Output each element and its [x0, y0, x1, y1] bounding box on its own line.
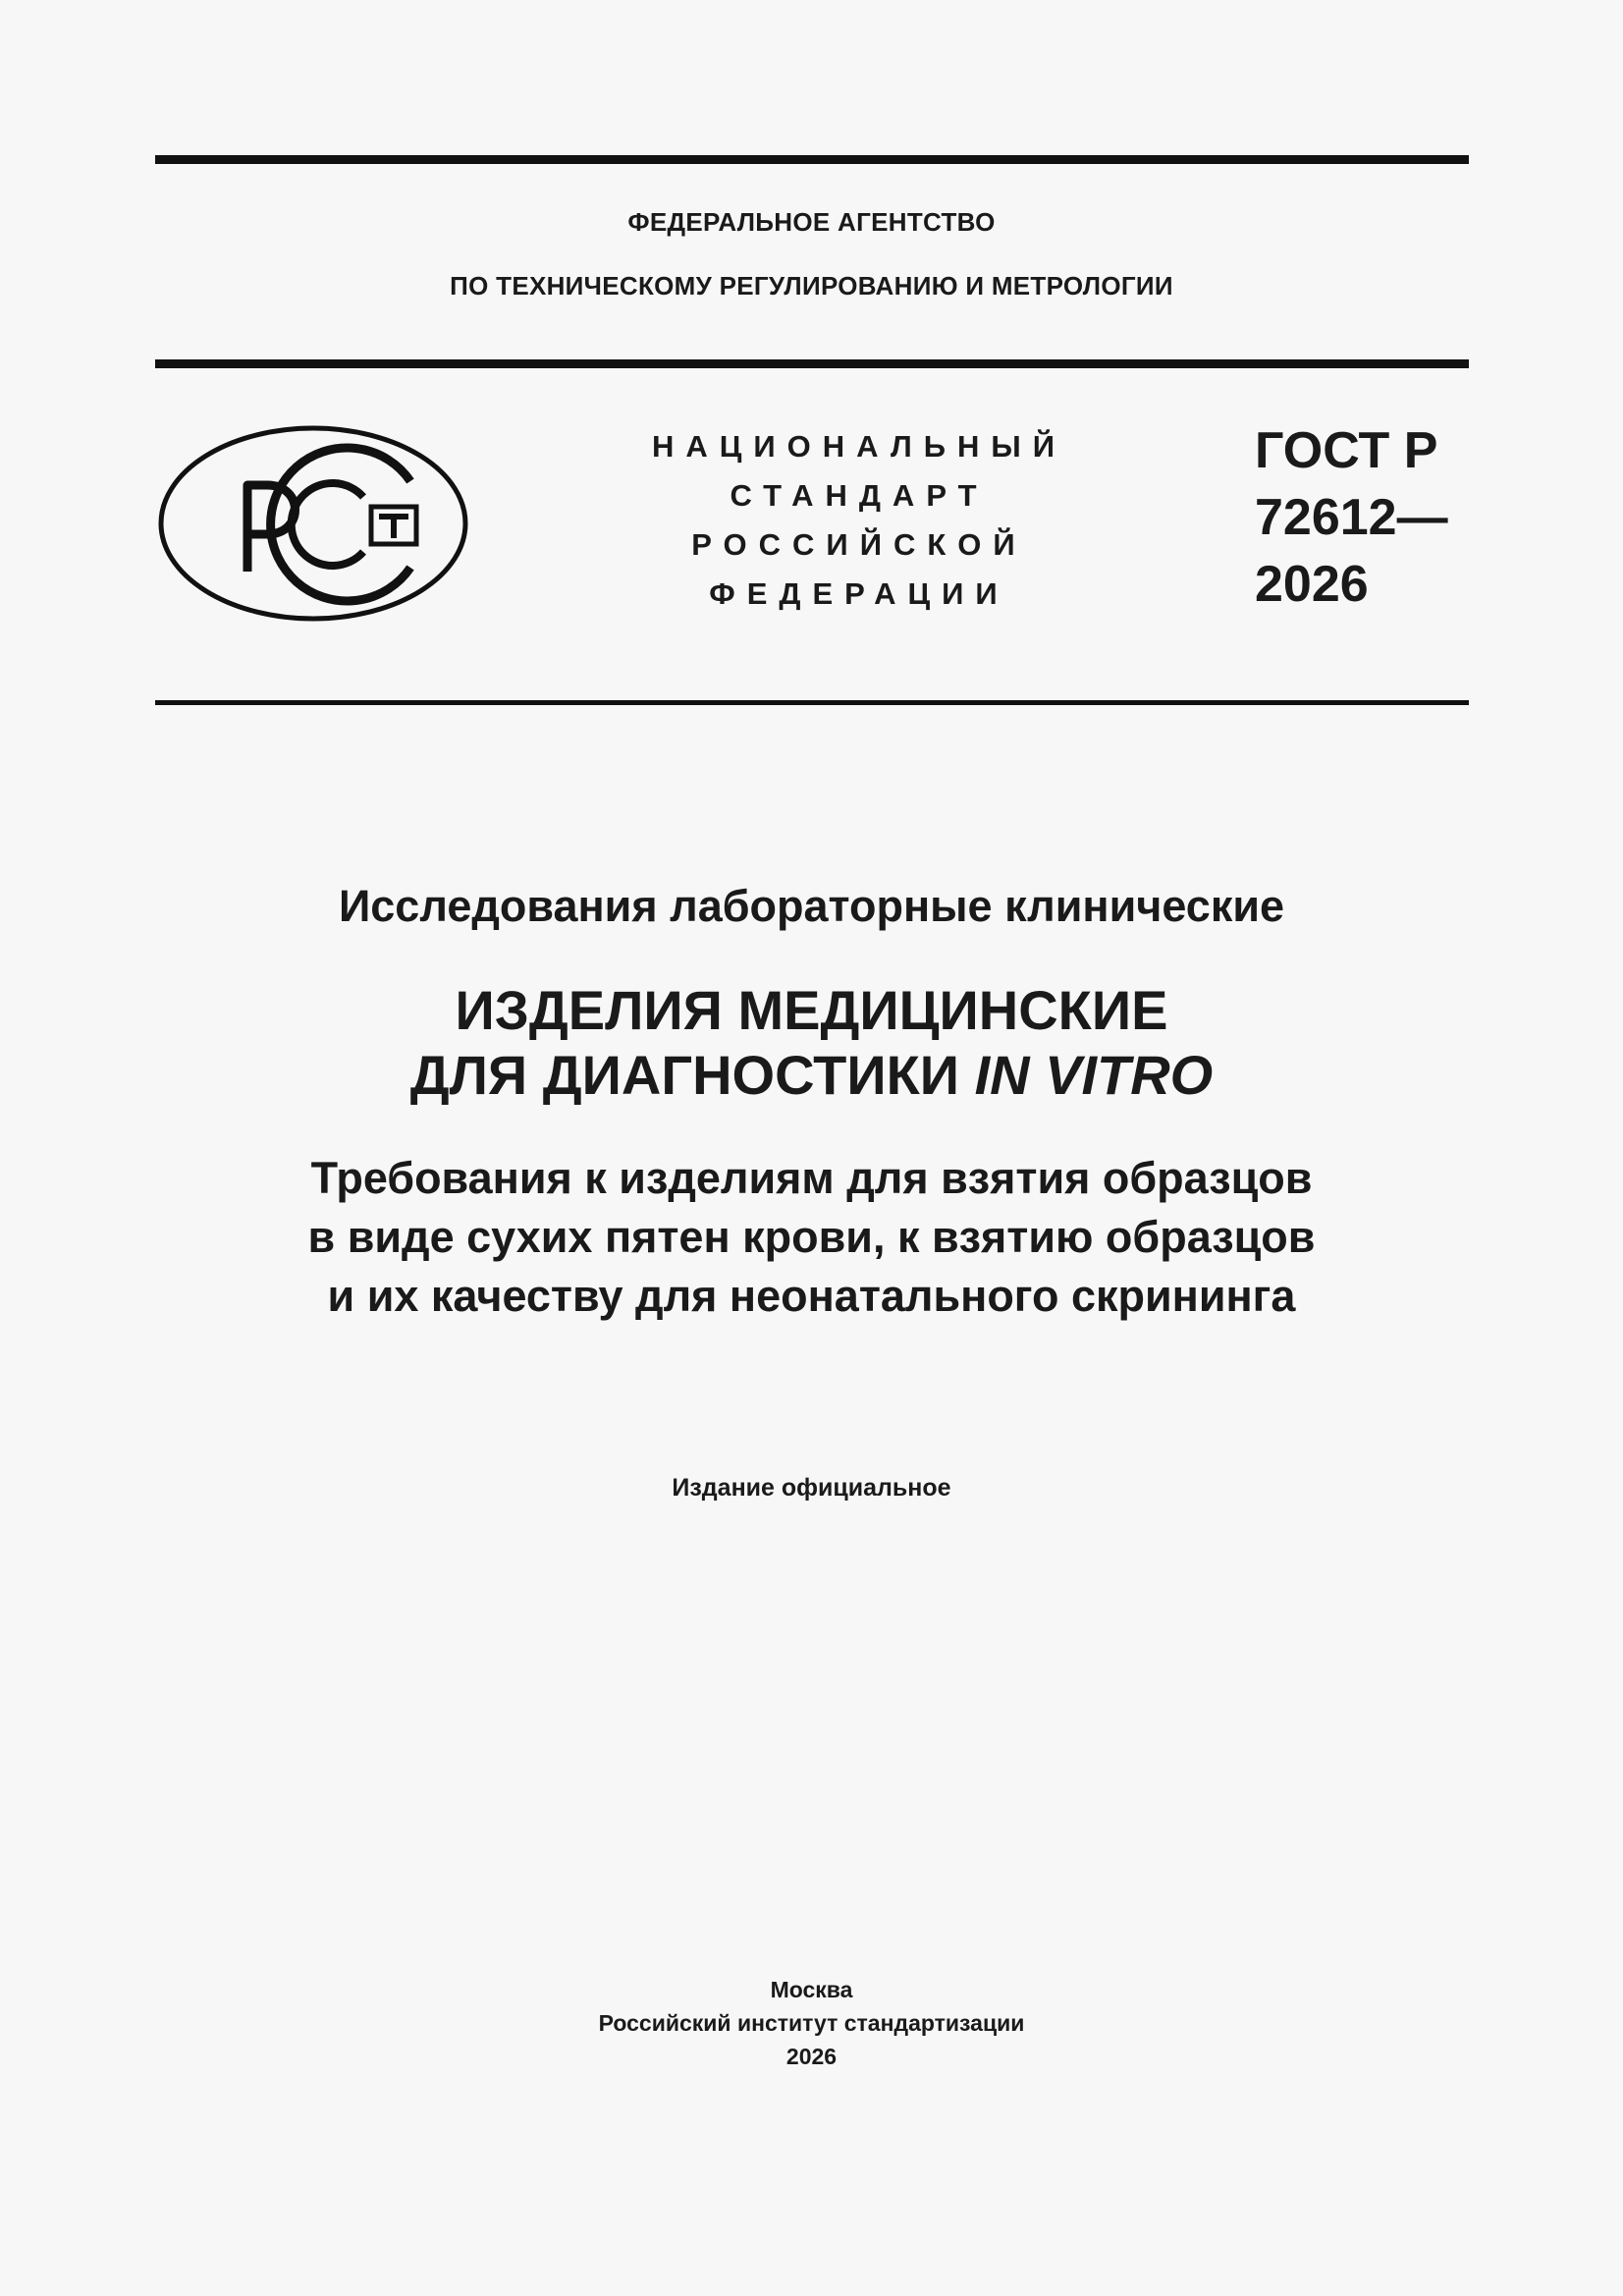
title-line-1: ИЗДЕЛИЯ МЕДИЦИНСКИЕ — [455, 979, 1168, 1041]
header-rule — [155, 359, 1469, 368]
imprint-year: 2026 — [785, 2044, 838, 2069]
title-rule — [155, 700, 1469, 705]
subtitle-line: в виде сухих пятен крови, к взятию образцов — [307, 1212, 1316, 1262]
rst-logo-icon — [157, 424, 469, 623]
agency-line-2: ПО ТЕХНИЧЕСКОМУ РЕГУЛИРОВАНИЮ И МЕТРОЛОГИИ — [450, 271, 1173, 301]
imprint — [0, 1973, 1623, 2073]
document-subject: Исследования лабораторные клинические — [338, 881, 1285, 931]
designation-line-1: ГОСТ Р — [1255, 422, 1438, 479]
title-line-2 — [0, 1043, 1623, 1108]
standard-designation — [1255, 417, 1448, 618]
standard-type-line: РОССИЙСКОЙ — [691, 527, 1027, 562]
imprint-city: Москва — [770, 1977, 853, 2002]
standard-type-line: НАЦИОНАЛЬНЫЙ — [651, 429, 1067, 464]
standard-type-line: ФЕДЕРАЦИИ — [709, 576, 1009, 611]
agency-line-1: ФЕДЕРАЛЬНОЕ АГЕНТСТВО — [627, 207, 996, 237]
top-rule — [155, 155, 1469, 164]
subtitle-line: Требования к изделиям для взятия образцов — [310, 1153, 1313, 1203]
subtitle-line: и их качеству для неонатального скрининга — [327, 1271, 1296, 1321]
title-line-2-plain: ДЛЯ ДИАГНОСТИКИ — [409, 1044, 975, 1106]
title-line-2-italic: IN VITRO — [974, 1044, 1214, 1106]
standard-type-line: СТАНДАРТ — [730, 478, 989, 513]
document-title — [0, 978, 1623, 1108]
document-subtitle — [0, 1149, 1623, 1326]
designation-line-3: 2026 — [1255, 556, 1369, 613]
imprint-publisher: Российский институт стандартизации — [598, 2010, 1025, 2036]
edition-label: Издание официальное — [672, 1474, 951, 1502]
standard-type — [628, 422, 1090, 619]
designation-line-2: 72612— — [1255, 489, 1448, 546]
